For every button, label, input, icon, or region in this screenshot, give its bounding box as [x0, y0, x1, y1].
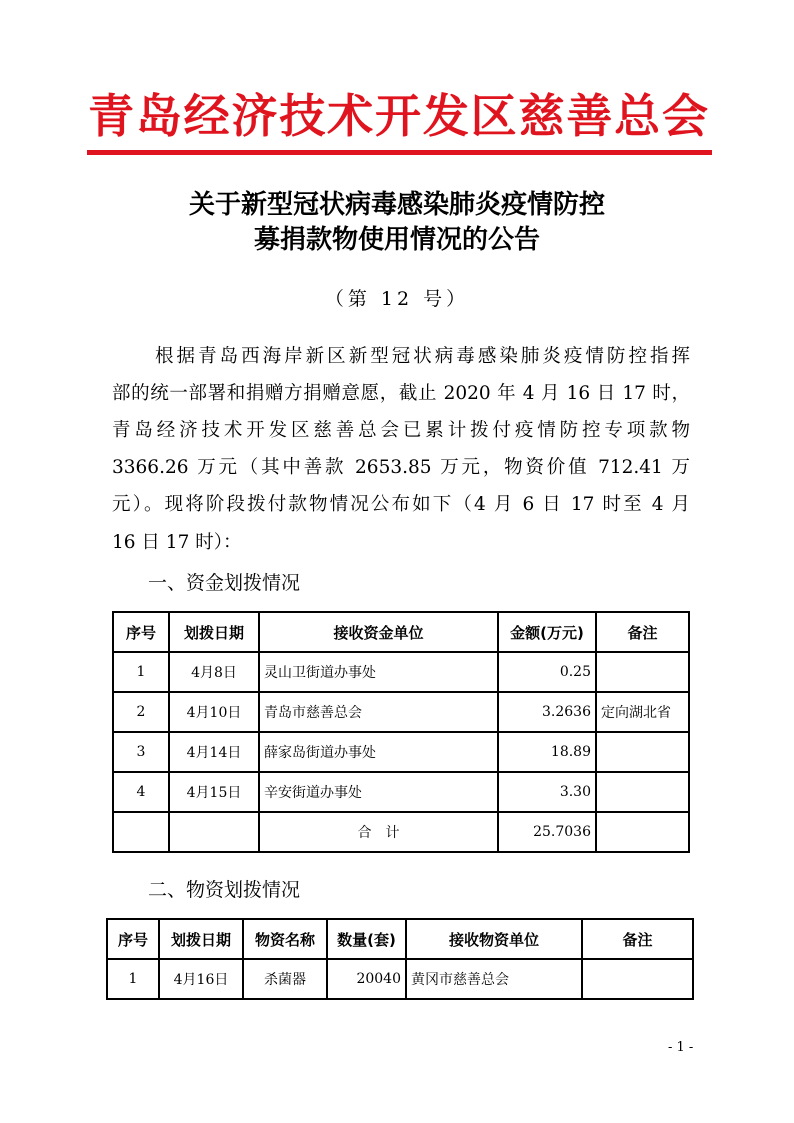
table-total-row [113, 812, 689, 852]
document-title-line-2: 募捐款物使用情况的公告 [253, 225, 540, 255]
table-cell: 定向湖北省 [596, 692, 689, 732]
column-header: 序号 [107, 919, 159, 959]
body-line: 青岛经济技术开发区慈善总会已累计拨付疫情防控专项款物 [112, 420, 690, 441]
letterhead-divider [87, 150, 712, 155]
table-cell: 3.30 [498, 772, 596, 812]
table-row [113, 652, 689, 692]
table-row [113, 772, 689, 812]
funds-table [112, 611, 690, 853]
table-cell [596, 732, 689, 772]
table-row [113, 692, 689, 732]
table-cell: 杀菌器 [243, 959, 327, 999]
table-cell: 4月15日 [169, 772, 259, 812]
table-cell: 薛家岛街道办事处 [259, 732, 498, 772]
table-cell [596, 652, 689, 692]
table-cell [582, 959, 693, 999]
section-heading-funds: 一、资金划拨情况 [148, 572, 301, 594]
table-cell: 1 [113, 652, 169, 692]
page-number: - 1 - [668, 1040, 694, 1055]
table-cell: 3.2636 [498, 692, 596, 732]
table-cell: 4月16日 [159, 959, 243, 999]
table-cell: 20040 [327, 959, 406, 999]
column-header: 序号 [113, 612, 169, 652]
document-number: （第 12 号） [324, 288, 470, 310]
table-header-row [107, 919, 693, 959]
column-header: 数量(套) [327, 919, 406, 959]
table-cell: 4月14日 [169, 732, 259, 772]
column-header: 划拨日期 [169, 612, 259, 652]
column-header: 接收物资单位 [406, 919, 582, 959]
total-value: 25.7036 [498, 812, 596, 852]
column-header: 备注 [596, 612, 689, 652]
table-cell: 青岛市慈善总会 [259, 692, 498, 732]
column-header: 金额(万元) [498, 612, 596, 652]
table-cell: 灵山卫街道办事处 [259, 652, 498, 692]
table-cell: 0.25 [498, 652, 596, 692]
body-line: 部的统一部署和捐赠方捐赠意愿，截止 2020 年 4 月 16 日 17 时， [112, 383, 690, 404]
table-cell: 1 [107, 959, 159, 999]
document-title-line-1: 关于新型冠状病毒感染肺炎疫情防控 [188, 190, 605, 220]
body-line: 根据青岛西海岸新区新型冠状病毒感染肺炎疫情防控指挥 [112, 346, 690, 367]
body-line: 16 日 17 时）： [112, 532, 242, 553]
table-cell: 18.89 [498, 732, 596, 772]
organization-letterhead: 青岛经济技术开发区慈善总会 [88, 89, 708, 143]
table-cell: 3 [113, 732, 169, 772]
table-row [107, 959, 693, 999]
table-cell: 黄冈市慈善总会 [406, 959, 582, 999]
table-cell: 2 [113, 692, 169, 732]
table-cell: 4 [113, 772, 169, 812]
column-header: 接收资金单位 [259, 612, 498, 652]
column-header: 划拨日期 [159, 919, 243, 959]
table-header-row [113, 612, 689, 652]
body-line: 3366.26 万元（其中善款 2653.85 万元，物资价值 712.41 万 [112, 457, 690, 478]
table-cell: 辛安街道办事处 [259, 772, 498, 812]
table-row [113, 732, 689, 772]
column-header: 备注 [582, 919, 693, 959]
table-cell: 4月8日 [169, 652, 259, 692]
materials-table [106, 918, 694, 1000]
total-label: 合 计 [259, 812, 498, 852]
section-heading-materials: 二、物资划拨情况 [148, 879, 301, 901]
table-cell [596, 772, 689, 812]
body-line: 元）。现将阶段拨付款物情况公布如下（4 月 6 日 17 时至 4 月 [112, 494, 690, 515]
column-header: 物资名称 [243, 919, 327, 959]
table-cell: 4月10日 [169, 692, 259, 732]
